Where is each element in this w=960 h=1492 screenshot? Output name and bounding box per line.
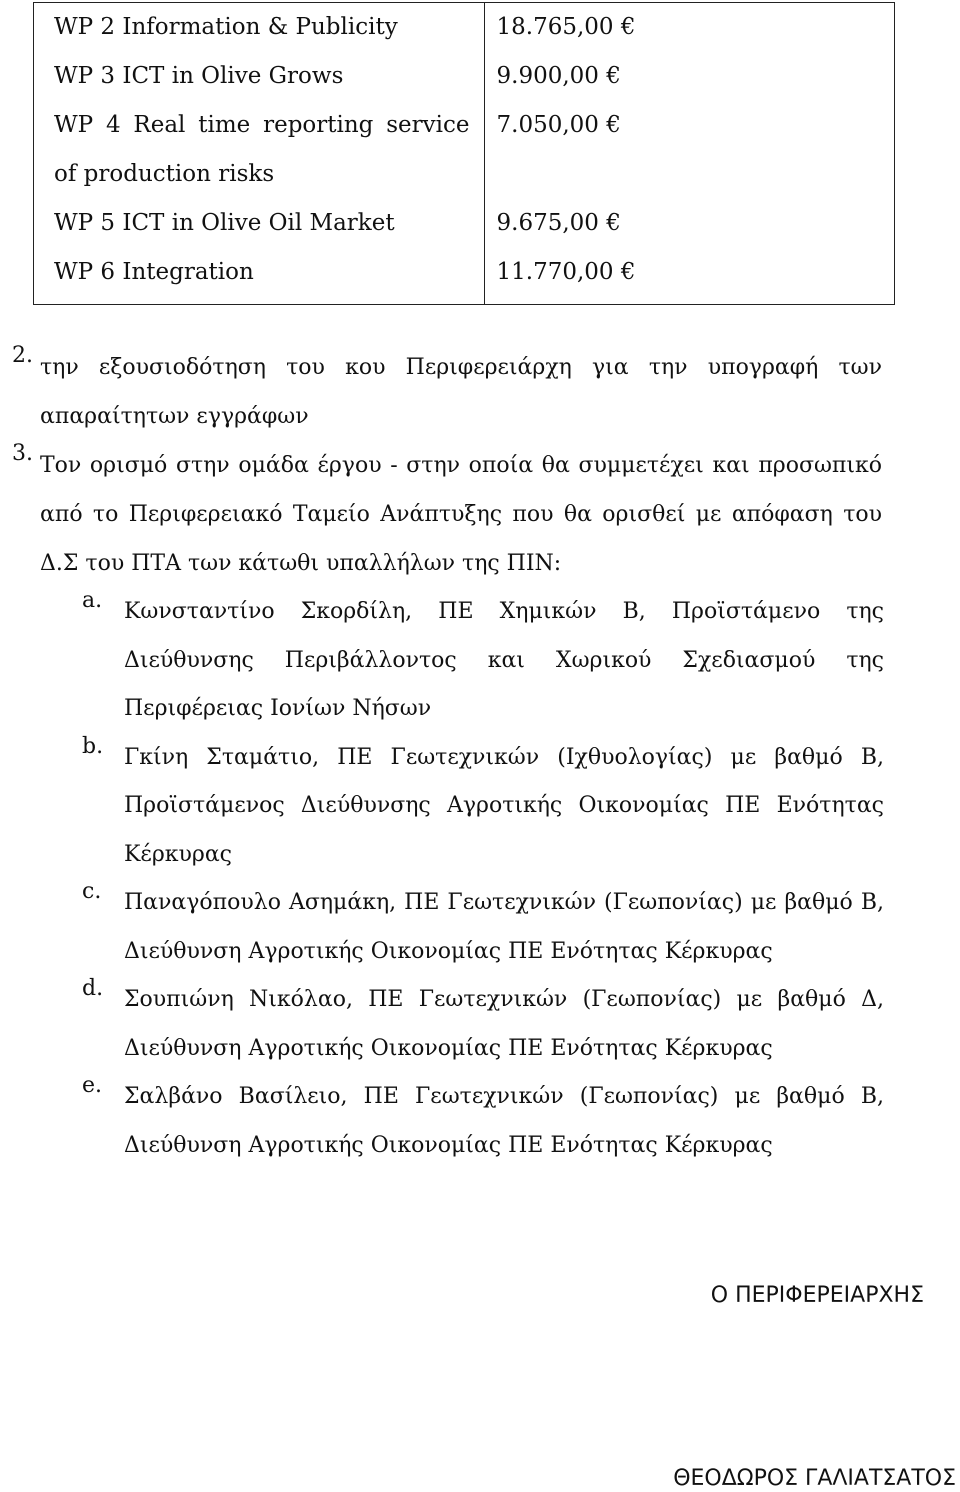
sub-item-letter: c. (82, 879, 102, 904)
table-row (34, 248, 895, 305)
sub-list-item (0, 734, 960, 880)
sub-item-letter: b. (82, 733, 104, 759)
sub-item-letter: a. (82, 588, 103, 613)
budget-row-amount: 9.675,00 € (484, 199, 895, 248)
budget-table (33, 2, 895, 305)
list-item (0, 441, 960, 588)
sub-list-item (0, 1073, 960, 1170)
sub-item-text: Σουπιώνη Νικόλαο, ΠΕ Γεωτεχνικών (Γεωπονίας) με βαθμό Δ, Διεύθυνση Αγροτικής Οικονομίας ΠΕ Ενότητας Κέρκυρας (124, 987, 884, 1061)
budget-row-amount: 11.770,00 € (484, 248, 895, 305)
decision-list (0, 343, 960, 1170)
signature-name: ΘΕΟΔΩΡΟΣ ΓΑΛΙΑΤΣΑΤΟΣ (673, 1466, 956, 1491)
budget-row-label: WP 2 Information & Publicity (34, 3, 485, 53)
sub-item-text: Σαλβάνο Βασίλειο, ΠΕ Γεωτεχνικών (Γεωπονίας) με βαθμό Β, Διεύθυνση Αγροτικής Οικονομίας ΠΕ Ενότητας Κέρκυρας (124, 1084, 884, 1158)
budget-row-label: WP 4 Real time reporting service of production risks (34, 101, 485, 199)
signature-title: Ο ΠΕΡΙΦΕΡΕΙΑΡΧΗΣ (710, 1283, 924, 1308)
table-row (34, 199, 895, 248)
item-text: την εξουσιοδότηση του κου Περιφερειάρχη για την υπογραφή των απαραίτητων εγγράφων (40, 355, 882, 429)
item-text: Τον ορισμό στην ομάδα έργου - στην οποία θα συμμετέχει και προσωπικό από το Περιφερειακό Ταμείο Ανάπτυξης που θα ορισθεί με απόφαση του Δ.Σ του ΠΤΑ των κάτωθι υπαλλήλων της ΠΙΝ: (40, 453, 882, 576)
table-row (34, 52, 895, 101)
budget-row-amount: 9.900,00 € (484, 52, 895, 101)
list-item (0, 343, 960, 441)
budget-row-label: WP 3 ICT in Olive Grows (34, 52, 485, 101)
sub-list-item (0, 588, 960, 734)
sub-list-item (0, 976, 960, 1073)
sub-item-text: Κωνσταντίνο Σκορδίλη, ΠΕ Χημικών Β, Προϊστάμενο της Διεύθυνσης Περιβάλλοντος και Χωρικού Σχεδιασμού της Περιφέρειας Ιονίων Νήσων (124, 599, 884, 721)
sub-list-item (0, 879, 960, 976)
sub-item-letter: e. (82, 1073, 103, 1098)
budget-row-label: WP 5 ICT in Olive Oil Market (34, 199, 485, 248)
sub-item-text: Γκίνη Σταμάτιο, ΠΕ Γεωτεχνικών (Ιχθυολογίας) με βαθμό Β, Προϊστάμενος Διεύθυνσης Αγροτικής Οικονομίας ΠΕ Ενότητας Κέρκυρας (124, 744, 884, 867)
budget-row-amount: 18.765,00 € (484, 3, 895, 53)
budget-row-label: WP 6 Integration (34, 248, 485, 305)
sub-item-letter: d. (82, 976, 104, 1001)
budget-row-amount: 7.050,00 € (484, 101, 895, 199)
item-number: 2. (12, 343, 33, 368)
table-row (34, 3, 895, 53)
item-number: 3. (12, 441, 33, 466)
sub-item-text: Παναγόπουλο Ασημάκη, ΠΕ Γεωτεχνικών (Γεωπονίας) με βαθμό Β, Διεύθυνση Αγροτικής Οικονομίας ΠΕ Ενότητας Κέρκυρας (124, 890, 884, 964)
table-row (34, 101, 895, 199)
